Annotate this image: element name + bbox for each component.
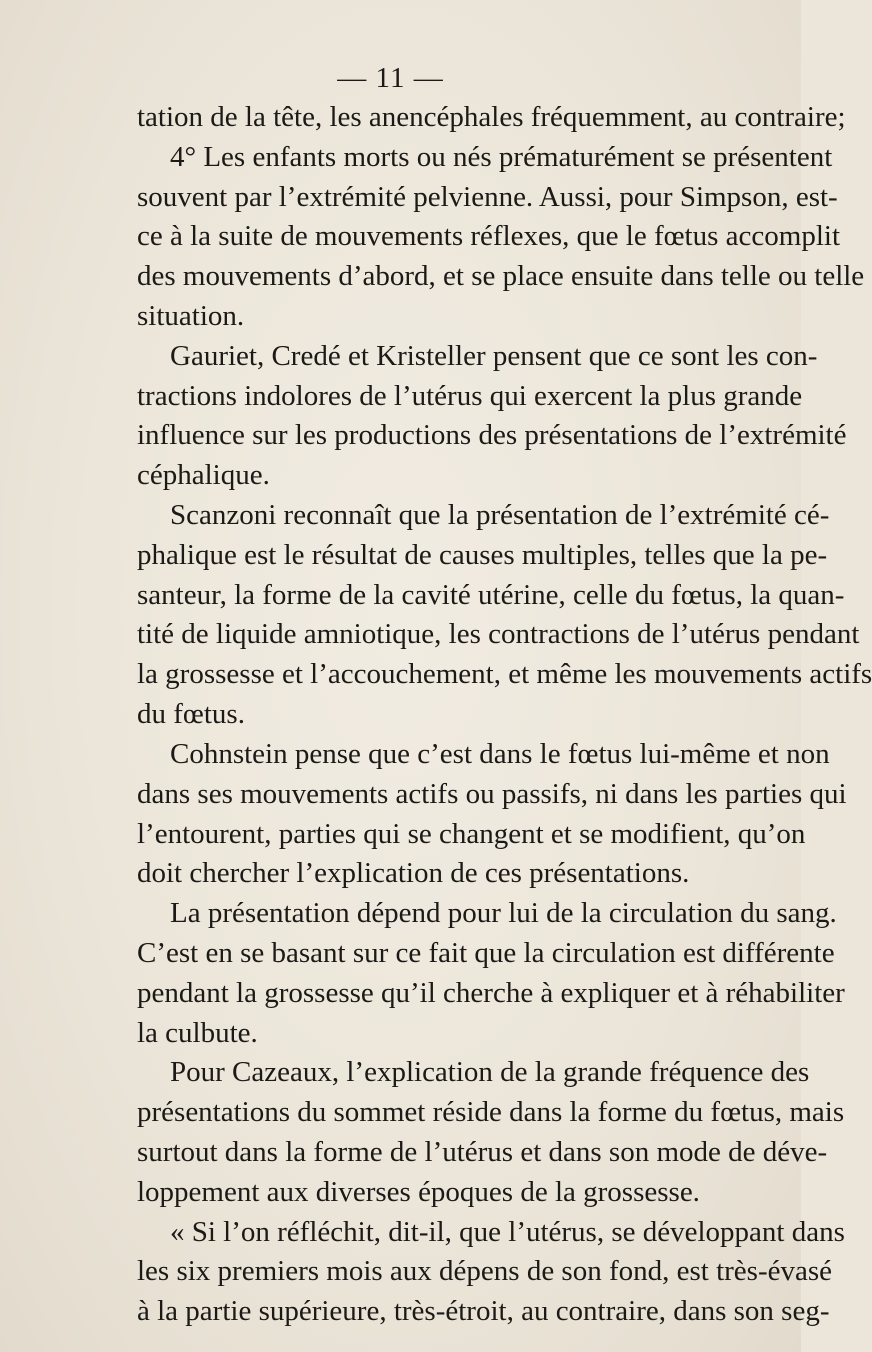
text-line: dans ses mouvements actifs ou passifs, ni dans les parties qui: [137, 777, 847, 810]
text-line: tractions indolores de l’utérus qui exercent la plus grande: [137, 379, 803, 412]
text-line: la grossesse et l’accouchement, et même les mouvements actifs: [137, 658, 872, 691]
text-line: influence sur les productions des présentations de l’extrémité: [137, 419, 847, 452]
text-line: Pour Cazeaux, l’explication de la grande fréquence des: [170, 1056, 810, 1089]
text-line: à la partie supérieure, très-étroit, au contraire, dans son seg-: [137, 1295, 830, 1328]
text-line: l’entourent, parties qui se changent et se modifient, qu’on: [137, 817, 806, 850]
text-line: surtout dans la forme de l’utérus et dans son mode de déve-: [137, 1135, 828, 1168]
text-line: la culbute.: [137, 1016, 258, 1049]
text-line: La présentation dépend pour lui de la circulation du sang.: [170, 897, 837, 930]
text-line: loppement aux diverses époques de la grossesse.: [137, 1175, 700, 1208]
text-line: phalique est le résultat de causes multiples, telles que la pe-: [137, 538, 828, 571]
text-line: santeur, la forme de la cavité utérine, celle du fœtus, la quan-: [137, 578, 845, 611]
page-number: — 11 —: [337, 62, 444, 94]
text-line: souvent par l’extrémité pelvienne. Aussi, pour Simpson, est-: [137, 180, 838, 213]
text-line: « Si l’on réfléchit, dit-il, que l’utérus, se développant dans: [170, 1215, 845, 1248]
text-line: Cohnstein pense que c’est dans le fœtus lui-même et non: [170, 737, 830, 770]
text-line: céphalique.: [137, 459, 270, 492]
text-line: tation de la tête, les anencéphales fréquemment, au contraire;: [137, 101, 846, 133]
text-line: 4° Les enfants morts ou nés prématurément se présentent: [170, 140, 833, 173]
text-line: les six premiers mois aux dépens de son fond, est très-évasé: [137, 1255, 833, 1288]
text-line: pendant la grossesse qu’il cherche à expliquer et à réhabiliter: [137, 976, 845, 1009]
text-line: Scanzoni reconnaît que la présentation de l’extrémité cé-: [170, 499, 830, 532]
text-line: situation.: [137, 300, 245, 333]
text-line: C’est en se basant sur ce fait que la circulation est différente: [137, 936, 835, 969]
text-line: ce à la suite de mouvements réflexes, que le fœtus accomplit: [137, 220, 840, 253]
text-line: des mouvements d’abord, et se place ensuite dans telle ou telle: [137, 260, 865, 293]
text-line: du fœtus.: [137, 698, 245, 731]
text-line: tité de liquide amniotique, les contractions de l’utérus pendant: [137, 618, 860, 651]
text-line: présentations du sommet réside dans la forme du fœtus, mais: [137, 1096, 845, 1129]
text-line: Gauriet, Credé et Kristeller pensent que ce sont les con-: [170, 339, 818, 372]
text-line: doit chercher l’explication de ces présentations.: [137, 857, 690, 890]
